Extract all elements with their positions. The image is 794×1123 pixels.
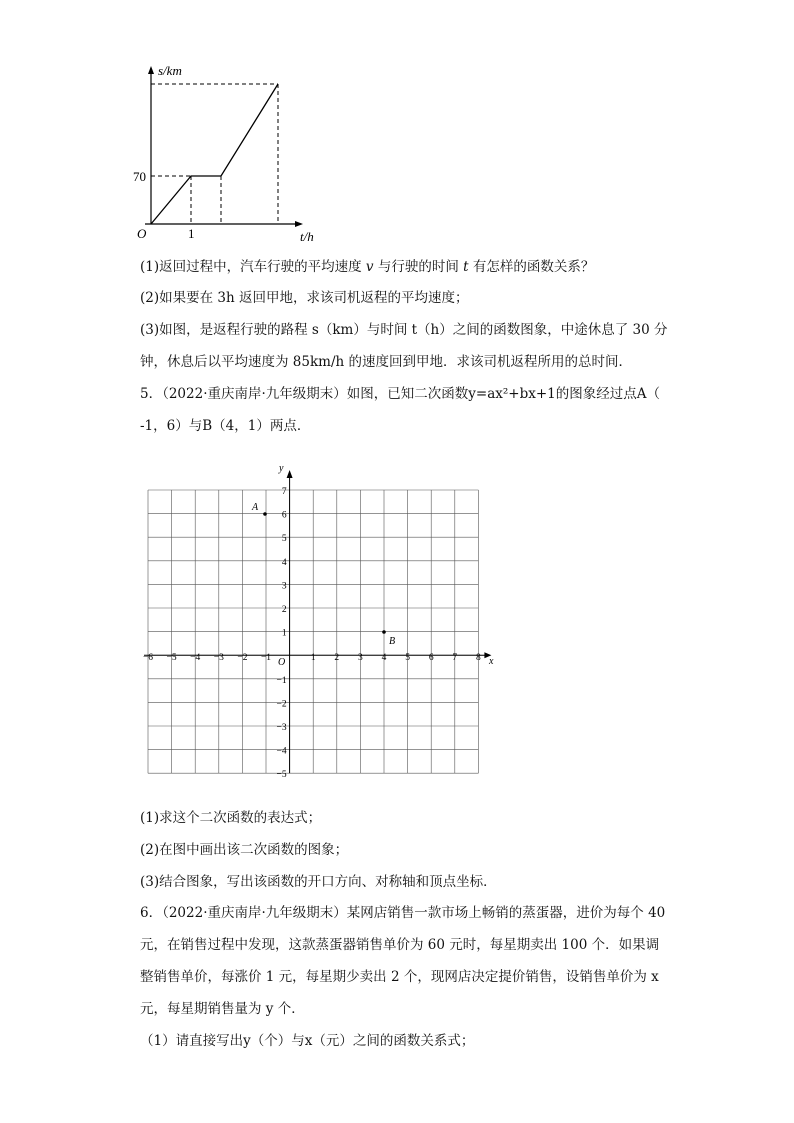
grid-y-tick-label: −4 bbox=[276, 746, 287, 757]
grid-x-tick-label: 7 bbox=[452, 653, 458, 664]
graph1-x-arrow bbox=[295, 221, 303, 227]
grid-x-tick-labels bbox=[143, 653, 481, 663]
grid-y-tick-label: 1 bbox=[281, 628, 287, 639]
q5-part2: (2)在图中画出该二次函数的图象； bbox=[140, 842, 349, 858]
q6-stem-line2: 元，在销售过程中发现，这款蒸蛋器销售单价为 60 元时，每星期卖出 100 个．如果调 bbox=[140, 937, 660, 953]
grid-x-tick-label: 2 bbox=[334, 653, 340, 664]
grid-x-tick-label: −5 bbox=[166, 653, 177, 664]
grid-x-tick-label: 5 bbox=[405, 653, 410, 664]
graph1-y-tick-70: 70 bbox=[133, 169, 146, 184]
q6-stem-line1: 6．（2022·重庆南岸·九年级期末）某网店销售一款市场上畅销的蒸蛋器，进价为每个 40 bbox=[140, 905, 666, 921]
q5-stem-line1: 5．（2022·重庆南岸·九年级期末）如图，已知二次函数y=ax²+bx+1的图象经过点A（ bbox=[140, 386, 661, 402]
q6-part1: （1）请直接写出y（个）与x（元）之间的函数关系式； bbox=[140, 1033, 475, 1049]
q4-part3-line2: 钟，休息后以平均速度为 85km/h 的速度回到甲地．求该司机返程所用的总时间． bbox=[140, 354, 632, 370]
graph1-path bbox=[151, 84, 278, 224]
grid-x-tick-label: −2 bbox=[237, 653, 248, 664]
grid-y-tick-label: 7 bbox=[281, 487, 287, 497]
q4-part3-line1: (3)如图，是返程行驶的路程 s（km）与时间 t（h）之间的函数图象，中途休息了 30 分 bbox=[140, 322, 668, 338]
q4-part1-text-c: 有怎样的函数关系？ bbox=[468, 259, 595, 275]
grid-x-tick-label: 3 bbox=[358, 653, 363, 664]
q6-stem-line4: 元，每星期销售量为 y 个． bbox=[140, 1001, 305, 1017]
grid-x-tick-label: 8 bbox=[476, 653, 481, 664]
q4-part2: (2)如果要在 3h 返回甲地，求该司机返程的平均速度； bbox=[140, 290, 469, 306]
grid-y-tick-label: −1 bbox=[276, 675, 287, 686]
q4-part1 bbox=[140, 255, 594, 275]
point-a bbox=[263, 512, 267, 516]
q4-part1-var-t: t bbox=[463, 259, 469, 275]
grid-x-tick-label: −1 bbox=[260, 653, 272, 664]
grid-origin-label: O bbox=[278, 657, 286, 668]
grid-y-tick-label: 5 bbox=[281, 534, 287, 545]
grid-y-tick-label: −3 bbox=[276, 723, 287, 733]
q5-stem-line2: -1，6）与B（4，1）两点． bbox=[140, 418, 311, 434]
grid-axes bbox=[144, 470, 491, 773]
graph1-x-label: t/h bbox=[300, 229, 314, 244]
point-b-label: B bbox=[389, 636, 396, 647]
point-b bbox=[382, 630, 386, 634]
grid-x-tick-label: 1 bbox=[310, 653, 316, 664]
grid-y-tick-label: −2 bbox=[276, 699, 287, 710]
q5-part1: (1)求这个二次函数的表达式； bbox=[140, 810, 322, 826]
distance-time-graph bbox=[125, 60, 335, 250]
coordinate-grid bbox=[135, 460, 505, 785]
grid-y-tick-label: 6 bbox=[281, 510, 287, 521]
q4-part1-var-v: v bbox=[365, 259, 374, 275]
q6-stem-line3: 整销售单价，每涨价 1 元，每星期少卖出 2 个，现网店决定提价销售，设销售单价为 x bbox=[140, 969, 659, 985]
grid-x-tick-label: −4 bbox=[190, 653, 201, 664]
grid-y-tick-labels bbox=[276, 487, 286, 780]
grid-y-arrow bbox=[287, 470, 293, 478]
graph1-origin: O bbox=[137, 226, 147, 241]
grid-y-tick-label: −5 bbox=[276, 770, 287, 781]
grid-x-tick-label: 6 bbox=[428, 653, 434, 664]
graph1-x-tick-1: 1 bbox=[188, 226, 195, 241]
grid-x-tick-label: −6 bbox=[142, 653, 154, 664]
q4-part1-text-b: 与行驶的时间 bbox=[373, 259, 464, 275]
grid-lines bbox=[148, 490, 478, 773]
q5-part3: (3)结合图象，写出该函数的开口方向、对称轴和顶点坐标． bbox=[140, 874, 497, 890]
grid-y-tick-label: 2 bbox=[281, 605, 287, 615]
grid-x-axis-letter: x bbox=[489, 656, 494, 667]
grid-y-tick-label: 4 bbox=[281, 557, 287, 568]
graph1-y-label: s/km bbox=[158, 63, 182, 78]
grid-x-tick-label: −3 bbox=[213, 653, 224, 664]
grid-y-axis-letter: y bbox=[279, 463, 284, 474]
q4-part1-text-a: (1)返回过程中，汽车行驶的平均速度 bbox=[140, 259, 366, 275]
grid-y-tick-label: 3 bbox=[281, 581, 287, 592]
point-a-label: A bbox=[252, 502, 259, 513]
graph1-y-arrow bbox=[148, 66, 154, 74]
grid-x-tick-label: 4 bbox=[381, 653, 387, 664]
